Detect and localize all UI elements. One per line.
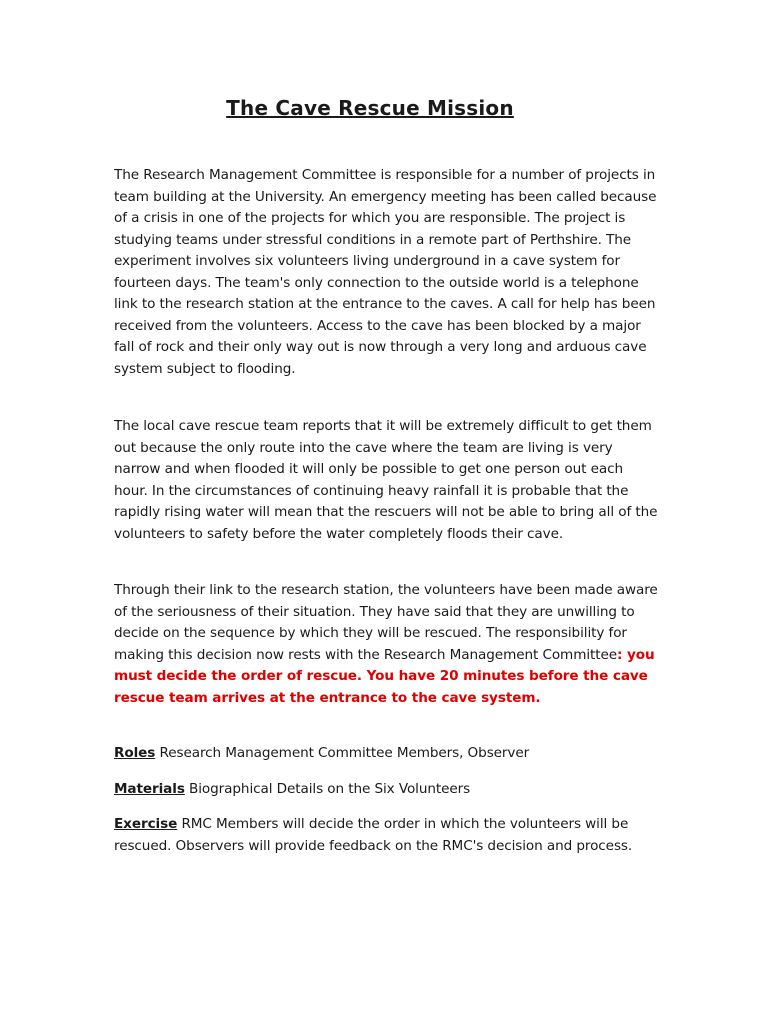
- decision-paragraph: [114, 580, 659, 709]
- intro-paragraph: The Research Management Committee is responsible for a number of projects in team building at the University. An emergency meeting has been called because of a crisis in one of the projects for which you are responsible. The project is studying teams under stressful conditions in a remote part of Perthshire. The experiment involves six volunteers living underground in a cave system for fourteen days. The team's only connection to the outside world is a telephone link to the research station at the entrance to the caves. A call for help has been received from the volunteers. Access to the cave has been blocked by a major fall of rock and their only way out is now through a very long and arduous cave system subject to flooding.: [114, 167, 657, 377]
- rescue-team-paragraph: The local cave rescue team reports that it will be extremely difficult to get them out because the only route into the cave where the team are living is very narrow and when flooded it will only be possible to get one person out each hour. In the circumstances of continuing heavy rainfall it is probable that the rapidly rising water will mean that the rescuers will not be able to bring all of the volunteers to safety before the water completely floods their cave.: [114, 418, 658, 542]
- roles-label: Roles: [114, 745, 156, 761]
- decision-paragraph-text: Through their link to the research station, the volunteers have been made aware of the seriousness of their situation. They have said that they are unwilling to decide on the sequence by which they will be rescued. The responsibility for making this decision now rests with the Research Management Committee: [114, 582, 658, 663]
- exercise-line: [114, 814, 659, 857]
- exercise-text: RMC Members will decide the order in which the volunteers will be rescued. Observers will provide feedback on the RMC's decision and process.: [114, 816, 633, 854]
- materials-text: Biographical Details on the Six Volunteers: [184, 781, 471, 797]
- decision-emphasis-text: : you must decide the order of rescue. You have 20 minutes before the cave rescue team arrives at the entrance to the cave system.: [114, 646, 655, 706]
- roles-line: [114, 743, 659, 765]
- document-title: The Cave Rescue Mission: [226, 96, 514, 120]
- materials-line: [114, 779, 659, 801]
- roles-text: Research Management Committee Members, Observer: [155, 745, 530, 761]
- materials-label: Materials: [114, 781, 185, 797]
- exercise-label: Exercise: [114, 816, 178, 832]
